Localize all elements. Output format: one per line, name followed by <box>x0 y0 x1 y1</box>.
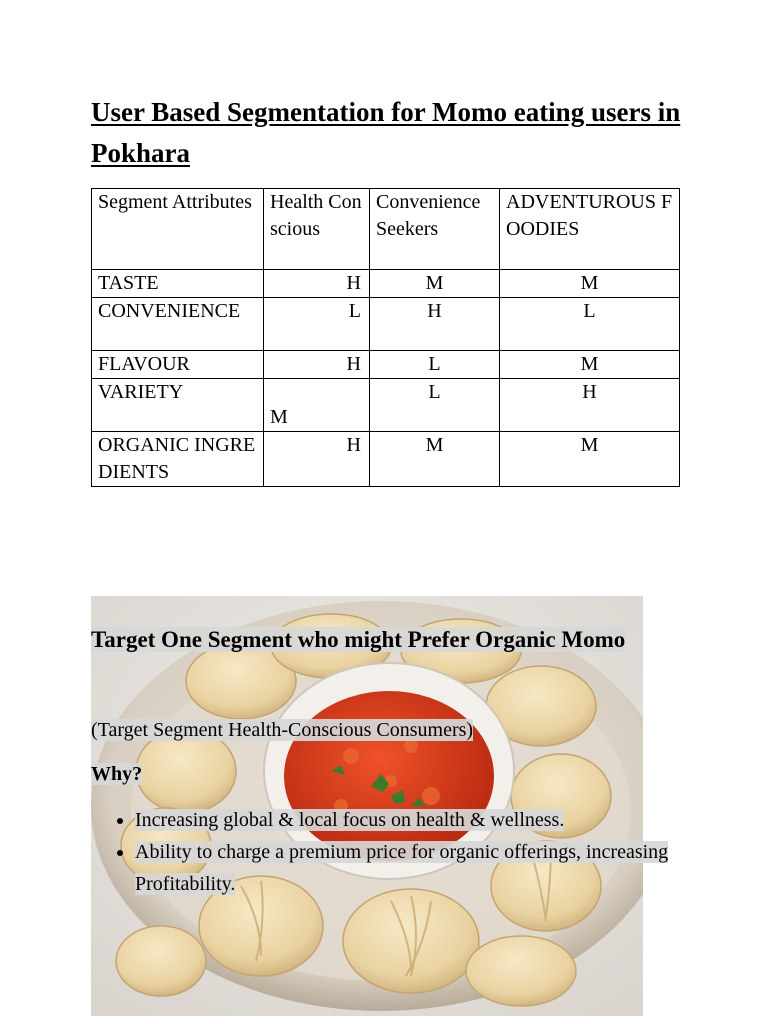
segmentation-table <box>91 188 680 487</box>
table-row <box>92 432 680 487</box>
cell-convenience: M <box>370 432 500 487</box>
header-cell-adventurous: ADVENTUROUS FOODIES <box>500 189 680 270</box>
table-row <box>92 270 680 298</box>
table-row <box>92 298 680 351</box>
cell-convenience: L <box>370 379 500 432</box>
row-attribute: VARIETY <box>92 379 264 432</box>
cell-adventurous: L <box>500 298 680 351</box>
target-segment-heading-text: Target One Segment who might Prefer Organic Momo <box>91 627 626 652</box>
target-segment-subtitle-text: (Target Segment Health-Conscious Consumers) <box>91 719 474 741</box>
row-attribute: ORGANIC INGREDIENTS <box>92 432 264 487</box>
cell-adventurous: H <box>500 379 680 432</box>
list-item <box>135 836 675 900</box>
why-heading <box>91 760 142 788</box>
table-row <box>92 379 680 432</box>
cell-adventurous: M <box>500 432 680 487</box>
header-cell-health: Health Conscious <box>264 189 370 270</box>
cell-health: L <box>264 298 370 351</box>
row-attribute: FLAVOUR <box>92 351 264 379</box>
cell-adventurous: M <box>500 270 680 298</box>
cell-adventurous: M <box>500 351 680 379</box>
row-attribute: TASTE <box>92 270 264 298</box>
target-segment-heading <box>91 624 625 656</box>
reasons-list <box>113 804 675 900</box>
cell-convenience: H <box>370 298 500 351</box>
header-cell-attributes: Segment Attributes <box>92 189 264 270</box>
cell-health: M <box>264 379 370 432</box>
document-title: User Based Segmentation for Momo eating users in Pokhara <box>91 97 681 168</box>
table-header-row <box>92 189 680 270</box>
cell-convenience: M <box>370 270 500 298</box>
header-cell-convenience: Convenience Seekers <box>370 189 500 270</box>
reason-text: Increasing global & local focus on health & wellness. <box>135 809 565 831</box>
list-item <box>135 804 675 836</box>
cell-convenience: L <box>370 351 500 379</box>
cell-health: H <box>264 351 370 379</box>
reason-text: Ability to charge a premium price for organic offerings, increasing Profitability. <box>135 841 669 895</box>
cell-health: H <box>264 432 370 487</box>
table-row <box>92 351 680 379</box>
target-segment-subtitle <box>91 716 473 744</box>
cell-health: H <box>264 270 370 298</box>
row-attribute: CONVENIENCE <box>92 298 264 351</box>
why-heading-text: Why? <box>91 763 143 785</box>
